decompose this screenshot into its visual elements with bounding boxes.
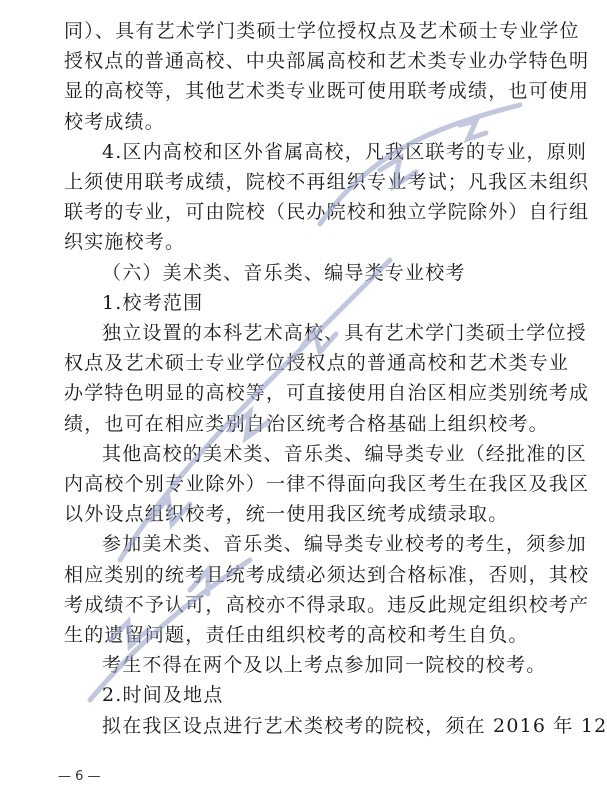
text-line: 显的高校等，其他艺术类专业既可使用联考成绩，也可使用: [64, 80, 590, 102]
text-line: 考成绩不予认可，高校亦不得录取。违反此规定组织校考产: [64, 594, 590, 616]
text-line: 内高校个别专业除外）一律不得面向我区考生在我区及我区: [64, 473, 590, 495]
text-line: 授权点的普通高校、中央部属高校和艺术类专业办学特色明: [64, 50, 590, 72]
text-line: 2.时间及地点: [102, 684, 224, 706]
text-line: （六）美术类、音乐类、编导类专业校考: [102, 262, 466, 284]
text-line: 权点及艺术硕士专业学位授权点的普通高校和艺术类专业: [64, 352, 570, 374]
text-line: 上须使用联考成绩，院校不再组织专业考试；凡我区未组织: [64, 171, 590, 193]
text-line: 参加美术类、音乐类、编导类专业校考的考生，须参加: [102, 533, 587, 555]
text-line: 绩，也可在相应类别自治区统考合格基础上组织校考。: [64, 413, 549, 435]
text-line: 联考的专业，可由院校（民办院校和独立学院除外）自行组: [64, 201, 590, 223]
text-line: 同）、具有艺术学门类硕士学位授权点及艺术硕士专业学位: [64, 20, 580, 42]
page-number: — 6 —: [58, 769, 101, 784]
text-line: 1.校考范围: [102, 292, 204, 314]
text-line: 织实施校考。: [64, 231, 186, 253]
text-line: 4.区内高校和区外省属高校，凡我区联考的专业，原则: [102, 141, 588, 163]
text-line: 办学特色明显的高校等，可直接使用自治区相应类别统考成: [64, 382, 590, 404]
text-line: 校考成绩。: [64, 111, 166, 133]
text-line: 其他高校的美术类、音乐类、编导类专业（经批准的区: [102, 443, 587, 465]
text-line: 独立设置的本科艺术高校、具有艺术学门类硕士学位授: [102, 322, 587, 344]
text-line: 生的遗留问题，责任由组织校考的高校和考生自负。: [64, 624, 529, 646]
text-line: 相应类别的统考且统考成绩必须达到合格标准，否则，其校: [64, 564, 590, 586]
text-line: 考生不得在两个及以上考点参加同一院校的校考。: [102, 654, 547, 676]
text-line: 以外设点组织校考，统一使用我区统考成绩录取。: [64, 503, 509, 525]
text-line: 拟在我区设点进行艺术类校考的院校，须在 2016 年 12: [102, 715, 607, 737]
